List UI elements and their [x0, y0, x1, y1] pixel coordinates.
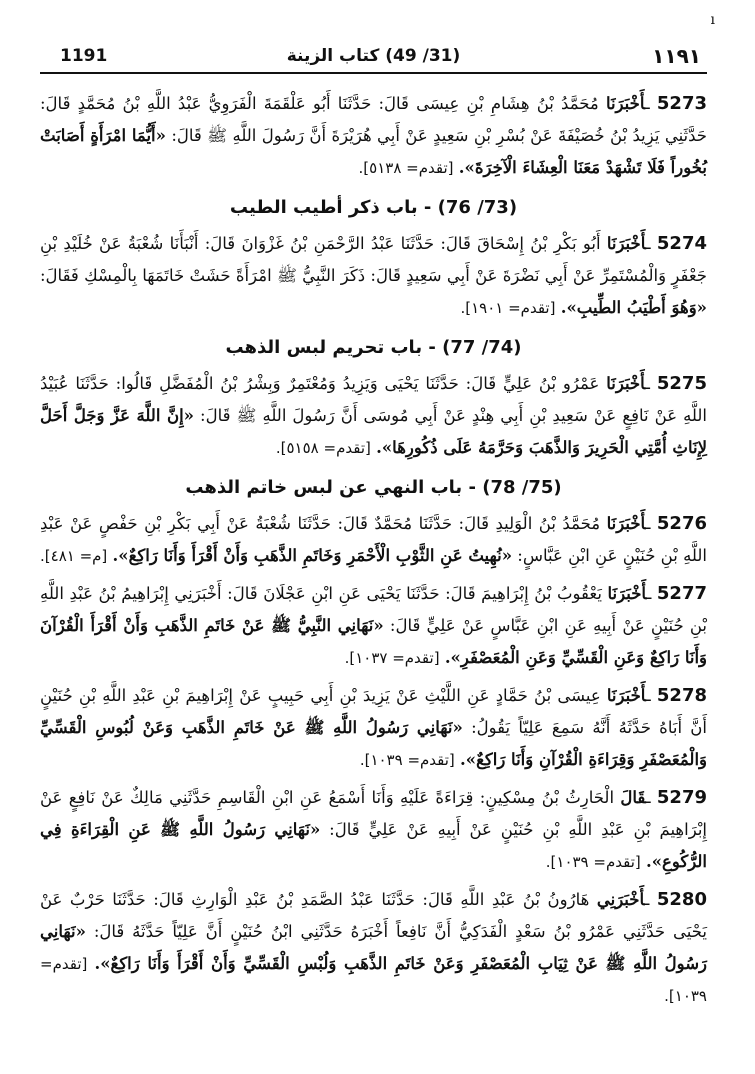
cross-reference: [تقدم= ١٠٣٧]. — [344, 649, 440, 667]
book-section-title: (31/ 49) كتاب الزينة — [286, 46, 461, 66]
chapter-number: (74/ 77) — [442, 337, 522, 358]
hadith-text: «نَهَانِي النَّبِيُّ ﷺ عَنْ خَاتَمِ الذَّهَبِ وَأَنْ أَقْرَأَ الْقُرْآنَ وَأَنَا رَاكِعٌ وَعَنِ الْقَسِّيِّ وَعَنِ الْمُعَصْفَرِ». — [40, 616, 707, 667]
cross-reference: [م= ٤٨١]. — [40, 547, 108, 565]
page-body — [40, 88, 707, 1018]
hadith-chain: الْحَارِثُ بْنُ مِسْكِينٍ: قِرَاءَةً عَلَيْهِ وَأَنَا أَسْمَعُ عَنِ ابْنِ الْقَاسِمِ حَدَّثَنِي مَالِكٌ عَنْ نَافِعٍ عَنْ إِبْرَاهِيمَ بْنِ عَبْدِ اللَّهِ بْنِ حُنَيْنٍ عَنْ أَبِيهِ عَنْ عَلِيٍّ قَالَ: — [40, 788, 707, 839]
cross-reference: [تقدم= ٥١٣٨]. — [358, 159, 454, 177]
chapter-number: (73/ 76) — [437, 197, 518, 218]
hadith-text: «نُهِيتُ عَنِ الثَّوْبِ الْأَحْمَرِ وَخَاتَمِ الذَّهَبِ وَأَنْ أَقْرَأَ وَأَنَا رَاكِعٌ». — [112, 546, 513, 565]
hadith-number: 5273 — [656, 93, 707, 114]
hadith-chain: مُحَمَّدُ بْنُ الْوَلِيدِ قَالَ: حَدَّثَنَا مُحَمَّدٌ قَالَ: حَدَّثَنَا شُعْبَةُ عَنْ أَبِي بَكْرِ بْنِ حَفْصٍ عَنْ عَبْدِ اللَّهِ بْنِ حُنَيْنٍ عَنِ ابْنِ عَبَّاسٍ: — [40, 514, 707, 565]
cross-reference: [تقدم= ٥١٥٨]. — [275, 439, 371, 457]
hadith-entry: 5278 ـأَخْبَرَنَا عِيسَى بْنُ حَمَّادٍ عَنِ اللَّيْثِ عَنْ يَزِيدَ بْنِ أَبِي حَبِيبٍ عَنْ إِبْرَاهِيمَ بْنِ عَبْدِ اللَّهِ بْنِ حُنَيْنٍ أَنَّ أَبَاهُ حَدَّثَهُ أَنَّهُ سَمِعَ عَلِيّاً يَقُولُ: «نَهَانِي رَسُولُ اللَّهِ ﷺ عَنْ خَاتَمِ الذَّهَبِ وَعَنْ لُبُوسِ الْقَسِّيِّ وَالْمُعَصْفَرِ وَقِرَاءَةِ الْقُرْآنِ وَأَنَا رَاكِعٌ». [تقدم= ١٠٣٩]. — [40, 685, 707, 769]
cross-reference: [تقدم= ١٩٠١]. — [460, 299, 556, 317]
narration-lead-word: أَخْبَرَنَا — [606, 686, 646, 705]
hadith-chain: مُحَمَّدُ بْنُ هِشَامِ بْنِ عِيسَى قَالَ: حَدَّثَنَا أَبُو عَلْقَمَةَ الْفَرَوِيُّ عَبْدُ اللَّهِ بْنُ مُحَمَّدٍ قَالَ: حَدَّثَنِي يَزِيدُ بْنُ خُصَيْفَةَ عَنْ بُسْرِ بْنِ سَعِيدٍ عَنْ أَبِي هُرَيْرَةَ أَنَّ رَسُولَ اللَّهِ ﷺ قَالَ: — [40, 94, 708, 145]
hadith-chain: عِيسَى بْنُ حَمَّادٍ عَنِ اللَّيْثِ عَنْ يَزِيدَ بْنِ أَبِي حَبِيبٍ عَنْ إِبْرَاهِيمَ بْنِ عَبْدِ اللَّهِ بْنِ حُنَيْنٍ أَنَّ أَبَاهُ حَدَّثَهُ أَنَّهُ سَمِعَ عَلِيّاً يَقُولُ: — [40, 686, 707, 737]
chapter-title: - باب ذكر أطيب الطيب — [229, 197, 432, 218]
hadith-chain: هَارُونُ بْنُ عَبْدِ اللَّهِ قَالَ: حَدَّثَنَا عَبْدُ الصَّمَدِ بْنُ عَبْدِ الْوَارِثِ قَالَ: حَدَّثَنَا حَرْبٌ عَنْ يَحْيَى حَدَّثَنِي عَمْرُو بْنُ سَعْدٍ الْفَدَكِيُّ أَنَّ نَافِعاً أَخْبَرَهُ حَدَّثَنِي ابْنُ حُنَيْنٍ أَنَّ عَلِيّاً حَدَّثَهُ قَالَ: — [40, 890, 707, 941]
corner-mark: ı — [710, 12, 715, 28]
chapter-heading — [40, 470, 707, 506]
chapter-number: (75/ 78) — [482, 477, 562, 498]
narration-lead-word: أَخْبَرَنِي — [596, 890, 645, 909]
cross-reference: [تقدم= ١٠٣٩]. — [40, 955, 707, 1005]
hadith-entry: 5280 ـأَخْبَرَنِي هَارُونُ بْنُ عَبْدِ اللَّهِ قَالَ: حَدَّثَنَا عَبْدُ الصَّمَدِ بْنُ عَبْدِ الْوَارِثِ قَالَ: حَدَّثَنَا حَرْبٌ عَنْ يَحْيَى حَدَّثَنِي عَمْرُو بْنُ سَعْدٍ الْفَدَكِيُّ أَنَّ نَافِعاً أَخْبَرَهُ حَدَّثَنِي ابْنُ حُنَيْنٍ أَنَّ عَلِيّاً حَدَّثَهُ قَالَ: «نَهَانِي رَسُولُ اللَّهِ ﷺ عَنْ ثِيَابِ الْمُعَصْفَرِ وَعَنْ خَاتَمِ الذَّهَبِ وَلُبْسِ الْقَسِّيِّ وَأَنْ أَقْرَأَ وَأَنَا رَاكِعٌ». [تقدم= ١٠٣٩]. — [40, 889, 707, 1005]
hadith-number: 5275 — [656, 373, 707, 394]
chapter-title: - باب تحريم لبس الذهب — [225, 337, 436, 358]
hadith-number: 5280 — [656, 889, 707, 910]
hadith-number: 5277 — [656, 583, 707, 604]
narration-lead-word: أَخْبَرَنَا — [606, 514, 646, 533]
cross-reference: [تقدم= ١٠٣٩]. — [545, 853, 641, 871]
page-number-arabic: ١١٩١ — [652, 44, 701, 68]
hadith-text: «نَهَانِي رَسُولُ اللَّهِ ﷺ عَنِ الْقِرَاءَةِ فِي الرُّكُوعِ». — [40, 820, 707, 871]
narration-lead-word: أَخْبَرَنَا — [606, 374, 646, 393]
hadith-text: «إِنَّ اللَّهَ عَزَّ وَجَلَّ أَحَلَّ لِإِنَاثِ أُمَّتِي الْحَرِيرَ وَالذَّهَبَ وَحَرَّمَهُ عَلَى ذُكُورِهَا». — [40, 406, 707, 457]
hadith-number: 5278 — [656, 685, 707, 706]
narration-lead-word: أَخْبَرَنَا — [605, 94, 645, 113]
hadith-entry: 5273 ـأَخْبَرَنَا مُحَمَّدُ بْنُ هِشَامِ بْنِ عِيسَى قَالَ: حَدَّثَنَا أَبُو عَلْقَمَةَ الْفَرَوِيُّ عَبْدُ اللَّهِ بْنُ مُحَمَّدٍ قَالَ: حَدَّثَنِي يَزِيدُ بْنُ خُصَيْفَةَ عَنْ بُسْرِ بْنِ سَعِيدٍ عَنْ أَبِي هُرَيْرَةَ أَنَّ رَسُولَ اللَّهِ ﷺ قَالَ: «أَيُّمَا امْرَأَةٍ أَصَابَتْ بُخُوراً فَلَا تَشْهَدْ مَعَنَا الْعِشَاءَ الْآخِرَةَ». [تقدم= ٥١٣٨]. — [40, 93, 708, 177]
hadith-entry: 5276 ـأَخْبَرَنَا مُحَمَّدُ بْنُ الْوَلِيدِ قَالَ: حَدَّثَنَا مُحَمَّدٌ قَالَ: حَدَّثَنَا شُعْبَةُ عَنْ أَبِي بَكْرِ بْنِ حَفْصٍ عَنْ عَبْدِ اللَّهِ بْنِ حُنَيْنٍ عَنِ ابْنِ عَبَّاسٍ: «نُهِيتُ عَنِ الثَّوْبِ الْأَحْمَرِ وَخَاتَمِ الذَّهَبِ وَأَنْ أَقْرَأَ وَأَنَا رَاكِعٌ». [م= ٤٨١]. — [40, 513, 707, 565]
hadith-text: «وَهُوَ أَطْيَبُ الطِّيبِ». — [560, 298, 707, 317]
hadith-text: «نَهَانِي رَسُولُ اللَّهِ ﷺ عَنْ ثِيَابِ الْمُعَصْفَرِ وَعَنْ خَاتَمِ الذَّهَبِ وَلُبْسِ الْقَسِّيِّ وَأَنْ أَقْرَأَ وَأَنَا رَاكِعٌ». — [40, 922, 707, 973]
hadith-chain: أَبُو بَكْرِ بْنُ إِسْحَاقَ قَالَ: حَدَّثَنَا عَبْدُ الرَّحْمَنِ بْنُ غَزْوَانَ قَالَ: أَنْبَأَنَا شُعْبَةُ عَنْ خُلَيْدِ بْنِ جَعْفَرٍ وَالْمُسْتَمِرِّ عَنْ أَبِي نَضْرَةَ عَنْ أَبِي سَعِيدٍ قَالَ: ذَكَرَ النَّبِيُّ ﷺ امْرَأَةً حَشَتْ خَاتَمَهَا بِالْمِسْكِ فَقَالَ: — [40, 234, 707, 285]
hadith-entry: 5277 ـأَخْبَرَنَا يَعْقُوبُ بْنُ إِبْرَاهِيمَ قَالَ: حَدَّثَنَا يَحْيَى عَنِ ابْنِ عَجْلَانَ قَالَ: أَخْبَرَنِي إِبْرَاهِيمُ بْنُ عَبْدِ اللَّهِ بْنِ حُنَيْنٍ عَنْ أَبِيهِ عَنِ ابْنِ عَبَّاسٍ عَنْ عَلِيٍّ قَالَ: «نَهَانِي النَّبِيُّ ﷺ عَنْ خَاتَمِ الذَّهَبِ وَأَنْ أَقْرَأَ الْقُرْآنَ وَأَنَا رَاكِعٌ وَعَنِ الْقَسِّيِّ وَعَنِ الْمُعَصْفَرِ». [تقدم= ١٠٣٧]. — [40, 583, 707, 667]
hadith-number: 5274 — [656, 233, 707, 254]
hadith-entry: 5275 ـأَخْبَرَنَا عَمْرُو بْنُ عَلِيٍّ قَالَ: حَدَّثَنَا يَحْيَى وَيَزِيدُ وَمُعْتَمِرٌ وَبِشْرُ بْنُ الْمُفَضَّلِ قَالُوا: حَدَّثَنَا عُبَيْدُ اللَّهِ عَنْ نَافِعٍ عَنْ سَعِيدِ بْنِ أَبِي هِنْدٍ عَنْ أَبِي مُوسَى أَنَّ رَسُولَ اللَّهِ ﷺ قَالَ: «إِنَّ اللَّهَ عَزَّ وَجَلَّ أَحَلَّ لِإِنَاثِ أُمَّتِي الْحَرِيرَ وَالذَّهَبَ وَحَرَّمَهُ عَلَى ذُكُورِهَا». [تقدم= ٥١٥٨]. — [40, 373, 708, 457]
hadith-text: «أَيُّمَا امْرَأَةٍ أَصَابَتْ بُخُوراً فَلَا تَشْهَدْ مَعَنَا الْعِشَاءَ الْآخِرَةَ». — [40, 126, 707, 177]
cross-reference: [تقدم= ١٠٣٩]. — [359, 751, 455, 769]
hadith-number: 5279 — [656, 787, 707, 808]
hadith-text: «نَهَانِي رَسُولُ اللَّهِ ﷺ عَنْ خَاتَمِ الذَّهَبِ وَعَنْ لُبُوسِ الْقَسِّيِّ وَالْمُعَصْفَرِ وَقِرَاءَةِ الْقُرْآنِ وَأَنَا رَاكِعٌ». — [40, 718, 707, 769]
chapter-title: - باب النهي عن لبس خاتم الذهب — [185, 477, 476, 498]
hadith-chain: عَمْرُو بْنُ عَلِيٍّ قَالَ: حَدَّثَنَا يَحْيَى وَيَزِيدُ وَمُعْتَمِرٌ وَبِشْرُ بْنُ الْمُفَضَّلِ قَالُوا: حَدَّثَنَا عُبَيْدُ اللَّهِ عَنْ نَافِعٍ عَنْ سَعِيدِ بْنِ أَبِي هِنْدٍ عَنْ أَبِي مُوسَى أَنَّ رَسُولَ اللَّهِ ﷺ قَالَ: — [40, 374, 708, 425]
running-header — [40, 38, 707, 74]
narration-lead-word: أَخْبَرَنَا — [607, 584, 647, 603]
chapter-heading — [40, 330, 707, 366]
page-number-latin: 1191 — [60, 46, 108, 66]
hadith-chain: يَعْقُوبُ بْنُ إِبْرَاهِيمَ قَالَ: حَدَّثَنَا يَحْيَى عَنِ ابْنِ عَجْلَانَ قَالَ: أَخْبَرَنِي إِبْرَاهِيمُ بْنُ عَبْدِ اللَّهِ بْنِ حُنَيْنٍ عَنْ أَبِيهِ عَنِ ابْنِ عَبَّاسٍ عَنْ عَلِيٍّ قَالَ: — [40, 584, 707, 635]
chapter-heading — [40, 190, 707, 226]
hadith-entry: 5274 ـأَخْبَرَنَا أَبُو بَكْرِ بْنُ إِسْحَاقَ قَالَ: حَدَّثَنَا عَبْدُ الرَّحْمَنِ بْنُ غَزْوَانَ قَالَ: أَنْبَأَنَا شُعْبَةُ عَنْ خُلَيْدِ بْنِ جَعْفَرٍ وَالْمُسْتَمِرِّ عَنْ أَبِي نَضْرَةَ عَنْ أَبِي سَعِيدٍ قَالَ: ذَكَرَ النَّبِيُّ ﷺ امْرَأَةً حَشَتْ خَاتَمَهَا بِالْمِسْكِ فَقَالَ: «وَهُوَ أَطْيَبُ الطِّيبِ». [تقدم= ١٩٠١]. — [40, 233, 707, 317]
hadith-number: 5276 — [656, 513, 707, 534]
narration-lead-word: قَالَ — [620, 788, 646, 807]
hadith-entry: 5279 ـقَالَ الْحَارِثُ بْنُ مِسْكِينٍ: قِرَاءَةً عَلَيْهِ وَأَنَا أَسْمَعُ عَنِ ابْنِ الْقَاسِمِ حَدَّثَنِي مَالِكٌ عَنْ نَافِعٍ عَنْ إِبْرَاهِيمَ بْنِ عَبْدِ اللَّهِ بْنِ حُنَيْنٍ عَنْ أَبِيهِ عَنْ عَلِيٍّ قَالَ: «نَهَانِي رَسُولُ اللَّهِ ﷺ عَنِ الْقِرَاءَةِ فِي الرُّكُوعِ». [تقدم= ١٠٣٩]. — [40, 787, 707, 871]
narration-lead-word: أَخْبَرَنَا — [606, 234, 646, 253]
